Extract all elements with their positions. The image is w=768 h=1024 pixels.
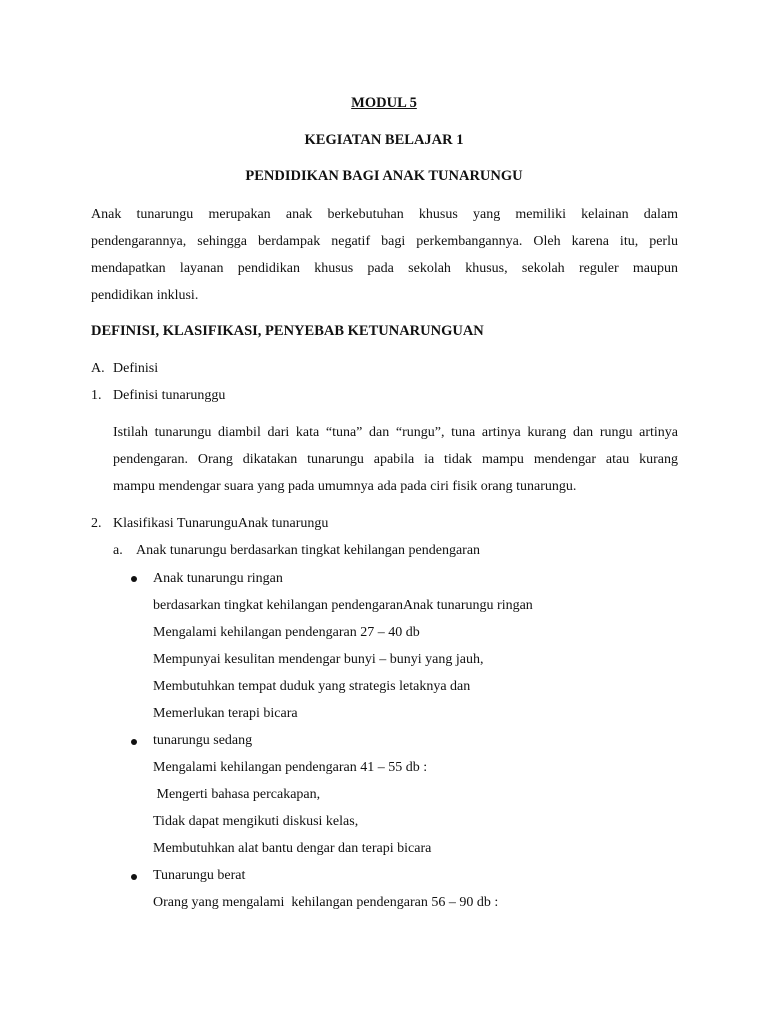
definisi-line: Istilah tunarungu diambil dari kata “tuna” dan “rungu”, tuna artinya kurang dan rungu artinya [113, 425, 678, 440]
list-marker: 1. [91, 388, 102, 403]
section-heading: DEFINISI, KLASIFIKASI, PENYEBAB KETUNARUNGUAN [91, 323, 484, 339]
bullet-title: Tunarungu berat [153, 868, 246, 883]
bullet-title: tunarungu sedang [153, 733, 253, 748]
document-title: PENDIDIKAN BAGI ANAK TUNARUNGU [245, 168, 523, 184]
bullet-line: Membutuhkan tempat duduk yang strategis letaknya dan [153, 679, 471, 694]
bullet-line: berdasarkan tingkat kehilangan pendengaranAnak tunarungu ringan [153, 598, 533, 613]
intro-line: mendapatkan layanan pendidikan khusus pada sekolah khusus, sekolah reguler maupun [91, 261, 678, 276]
bullet-icon [131, 576, 139, 584]
definisi-line: mampu mendengar suara yang pada umumnya ada pada ciri fisik orang tunarungu. [113, 479, 577, 494]
intro-line: Anak tunarungu merupakan anak berkebutuhan khusus yang memiliki kelainan dalam [91, 207, 678, 222]
list-marker: a. [113, 543, 123, 558]
list-item-text: Klasifikasi TunarunguAnak tunarungu [113, 516, 329, 531]
definisi-line: pendengaran. Orang dikatakan tunarungu apabila ia tidak mampu mendengar atau kurang [113, 452, 678, 467]
bullet-line: Mempunyai kesulitan mendengar bunyi – bunyi yang jauh, [153, 652, 484, 667]
bullet-line: Mengalami kehilangan pendengaran 27 – 40 db [153, 625, 420, 640]
bullet-line: Memerlukan terapi bicara [153, 706, 298, 721]
bullet-line: Membutuhkan alat bantu dengar dan terapi bicara [153, 841, 432, 856]
bullet-line: Mengalami kehilangan pendengaran 41 – 55 db : [153, 760, 428, 775]
bullet-title: Anak tunarungu ringan [153, 571, 283, 586]
bullet-icon [131, 739, 139, 747]
intro-line: pendengarannya, sehingga berdampak negatif bagi perkembangannya. Oleh karena itu, perlu [91, 234, 678, 249]
bullet-line: Orang yang mengalami kehilangan pendengaran 56 – 90 db : [153, 895, 499, 910]
intro-line: pendidikan inklusi. [91, 288, 199, 303]
bullet-line: Tidak dapat mengikuti diskusi kelas, [153, 814, 359, 829]
list-item-text: Definisi [113, 361, 159, 376]
list-marker: 2. [91, 516, 102, 531]
list-item-text: Definisi tunarunggu [113, 388, 226, 403]
list-item-text: Anak tunarungu berdasarkan tingkat kehilangan pendengaran [136, 543, 481, 558]
list-marker: A. [91, 361, 105, 376]
bullet-line: Mengerti bahasa percakapan, [153, 787, 321, 802]
bullet-icon [131, 874, 139, 882]
kegiatan-title: KEGIATAN BELAJAR 1 [304, 132, 464, 148]
modul-title: MODUL 5 [351, 95, 417, 111]
